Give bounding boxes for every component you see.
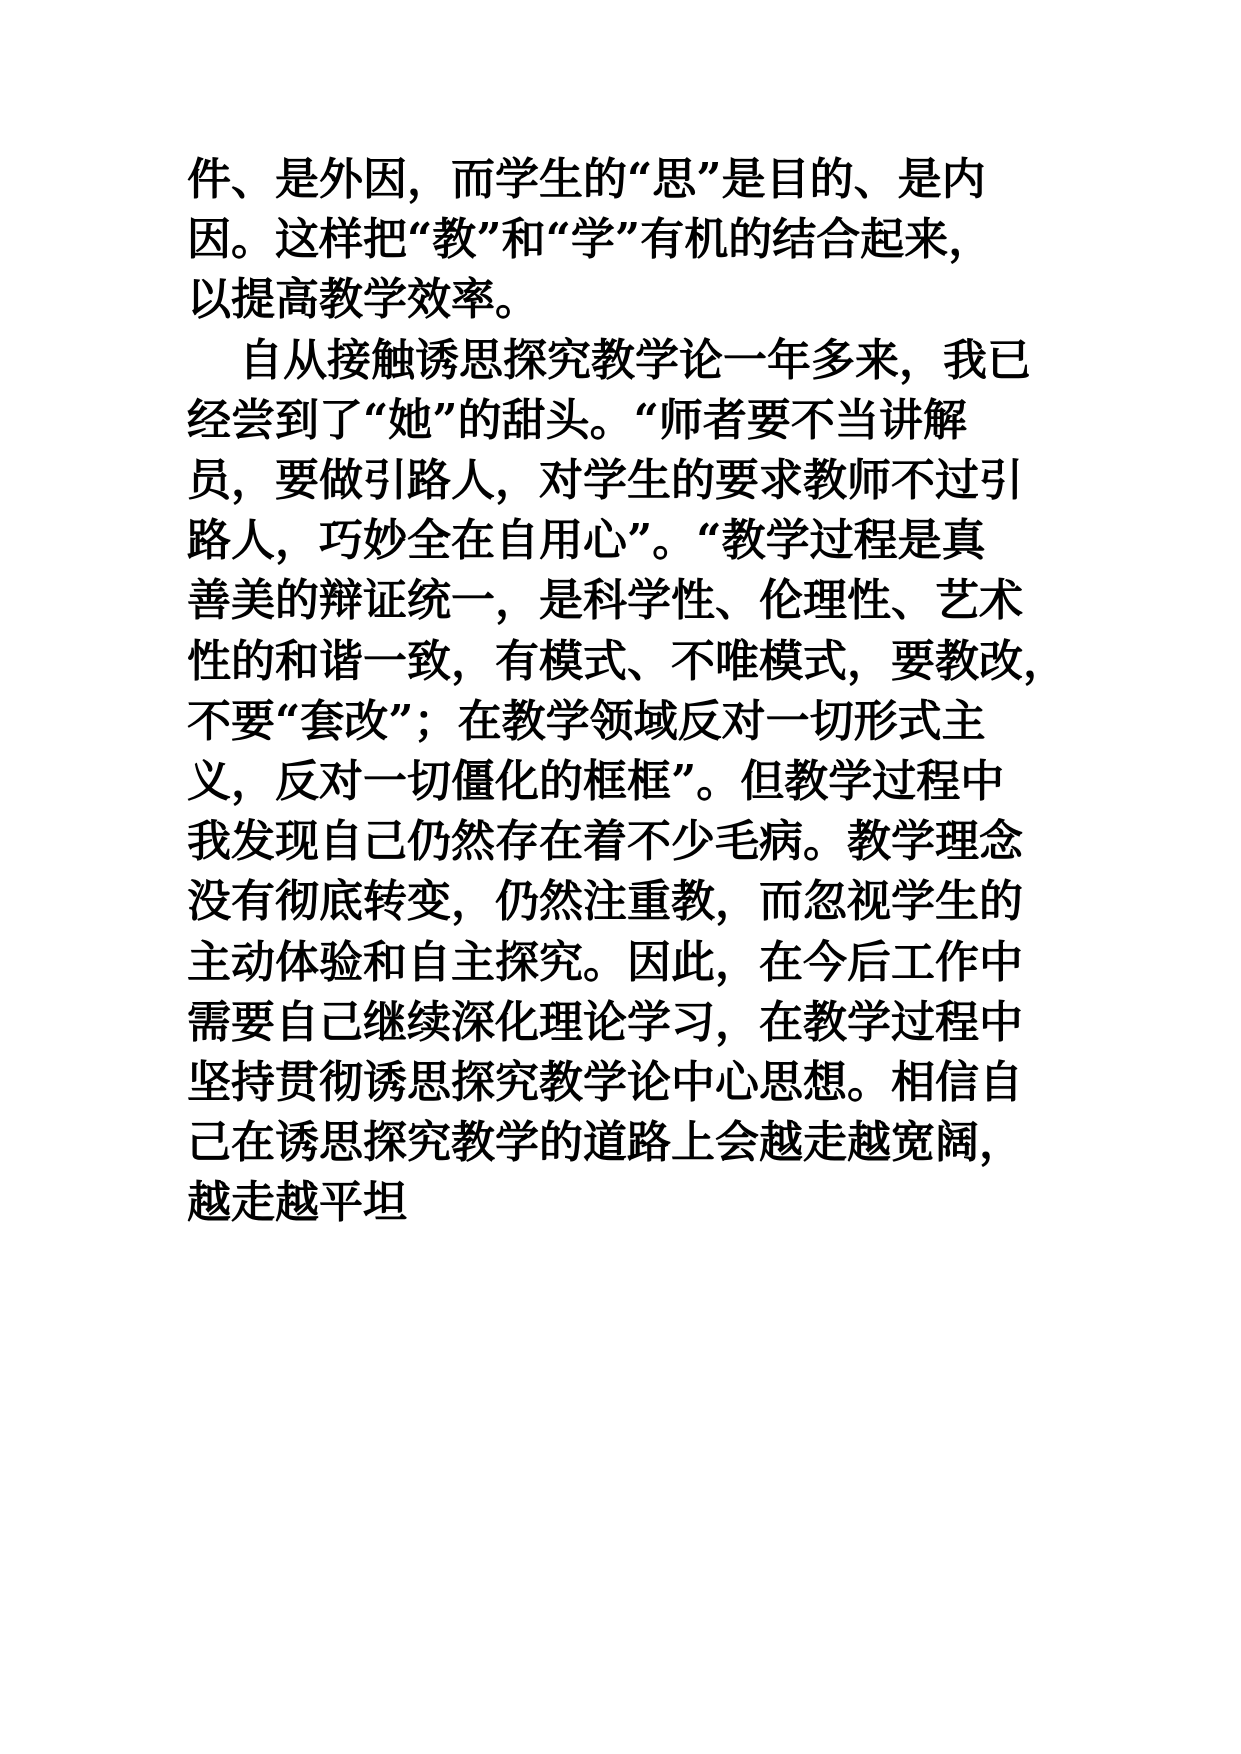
paragraph-first-line: 自从接触诱思探究教学论一年多来，我已 [239,334,1031,386]
text-line: 员，要做引路人，对学生的要求教师不过引 [187,455,1023,507]
text-line: 因。这样把“教”和“学”有机的结合起来， [187,214,993,266]
text-line: 性的和谐一致，有模式、不唯模式，要教改， [187,635,1067,687]
text-line: 越走越平坦 [187,1177,407,1229]
text-line: 坚持贯彻诱思探究教学论中心思想。相信自 [187,1057,1023,1109]
text-line: 经尝到了“她”的甜头。“师者要不当讲解 [187,394,967,446]
text-line: 没有彻底转变，仍然注重教，而忽视学生的 [187,876,1023,928]
text-line: 己在诱思探究教学的道路上会越走越宽阔， [187,1117,1023,1169]
text-line: 以提高教学效率。 [187,274,539,326]
text-line: 不要“套改”；在教学领域反对一切形式主 [187,695,986,747]
text-line: 件、是外因，而学生的“思”是目的、是内 [187,154,986,205]
text-line: 善美的辩证统一，是科学性、伦理性、艺术 [187,575,1023,627]
text-line: 义，反对一切僵化的框框”。但教学过程中 [187,756,1005,808]
text-line: 我发现自己仍然存在着不少毛病。教学理念 [187,816,1023,868]
body-text [187,150,1067,1234]
text-line: 需要自己继续深化理论学习，在教学过程中 [187,996,1023,1048]
text-line: 主动体验和自主探究。因此，在今后工作中 [187,936,1023,988]
text-line: 路人，巧妙全在自用心”。“教学过程是真 [187,515,986,567]
